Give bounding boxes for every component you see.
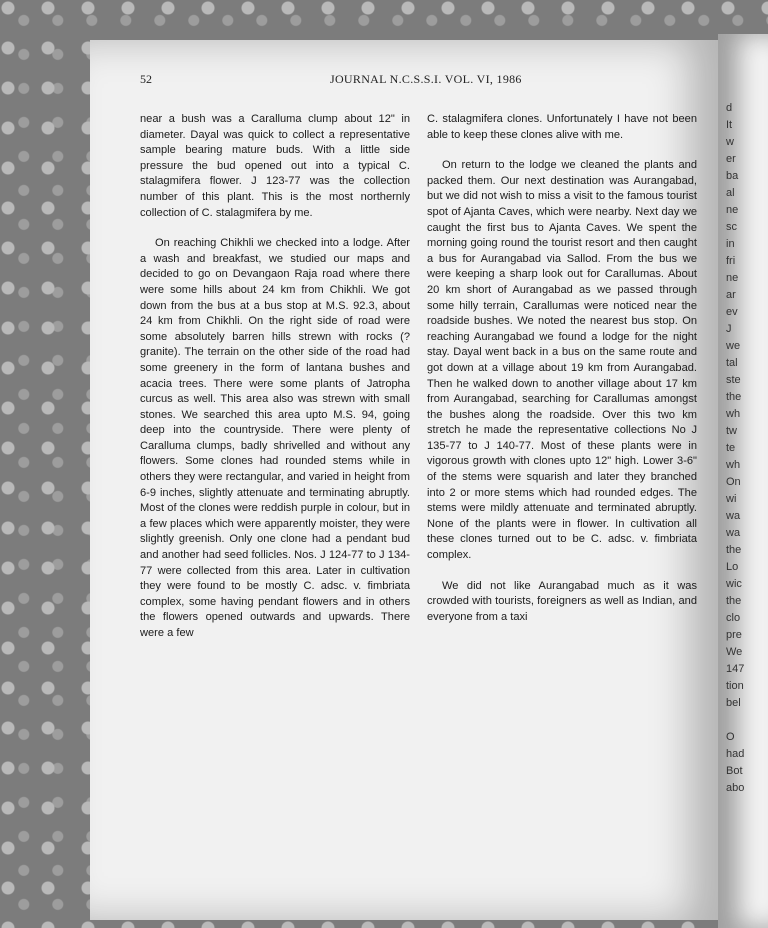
running-head: JOURNAL N.C.S.S.I. VOL. VI, 1986 <box>330 72 522 86</box>
edge-fragment: al <box>726 187 735 199</box>
edge-fragment: wh <box>726 459 741 471</box>
edge-fragment: pre <box>726 629 742 641</box>
edge-fragment: J <box>726 323 732 335</box>
edge-fragment: wic <box>726 578 742 590</box>
edge-fragment: O <box>726 731 735 743</box>
edge-fragment <box>726 712 768 729</box>
edge-fragment: er <box>726 153 736 165</box>
edge-fragment: ne <box>726 204 739 216</box>
edge-fragment: d <box>726 102 733 114</box>
edge-fragment: wh <box>726 408 741 420</box>
edge-fragment: 147 <box>726 663 745 675</box>
edge-fragment: Bot <box>726 765 743 777</box>
edge-fragment: abo <box>726 782 745 794</box>
edge-fragment: tw <box>726 425 737 437</box>
edge-fragment: we <box>726 340 741 352</box>
edge-fragment: On <box>726 476 741 488</box>
edge-fragment: the <box>726 391 742 403</box>
paragraph: near a bush was a Caralluma clump about 12" in diameter. Dayal was quick to collect a representative sample bearing mature buds. With a little side pressure the bud opened out into a typical C. stalagmifera flower. J 123-77 was the collection number of this plant. This is the most northernly collection of C. stalagmifera by me. <box>140 113 410 219</box>
edge-fragment: the <box>726 544 742 556</box>
paragraph: On reaching Chikhli we checked into a lodge. After a wash and breakfast, we studied our maps and decided to go on Devangaon Raja road where there were some hills about 24 km from Chikhli. We got down from the bus at a bus stop at M.S. 92.3, about 24 km from Chikhli. On the right side of road were some absolutely barren hills strewn with rocks (? granite). The terrain on the other side of the road had some greenery in the form of lantana bushes and acacia trees. There were some plants of Jatropha curcus as well. This area also was strewn with small stones. We searched this area upto M.S. 94, going deep into the countryside. There were plenty of Caralluma clumps, badly shrivelled and without any flowers. Some clones had rounded stems while in others they were rectangular, and varied in height from 6-9 inches, slightly attenuate and terminating abruptly. Most of the clones were reddish purple in colour, but in a few places which were apparently moister, they were slightly greenish. Only one clone had a pendant bud and another had seed follicles. Nos. J 124-77 to J 134-77 were collected from this area. Later in cultivation they were found to be mostly C. adsc. v. fimbriata complex, some having pendant flowers and in others the flowers opened outwards and upwards. There were a few <box>140 237 410 639</box>
right-column <box>427 112 697 625</box>
edge-fragment: ste <box>726 374 741 386</box>
edge-fragment: te <box>726 442 736 454</box>
edge-fragment: We <box>726 646 743 658</box>
edge-fragment: ev <box>726 306 738 318</box>
right-page-edge-text <box>726 100 768 797</box>
edge-fragment: Lo <box>726 561 739 573</box>
edge-fragment: clo <box>726 612 741 624</box>
edge-fragment: wi <box>726 493 737 505</box>
edge-fragment: tal <box>726 357 738 369</box>
page-header <box>140 72 660 92</box>
edge-fragment: wa <box>726 527 741 539</box>
edge-fragment: ne <box>726 272 739 284</box>
edge-fragment: had <box>726 748 745 760</box>
edge-fragment: the <box>726 595 742 607</box>
edge-fragment: w <box>726 136 734 148</box>
paragraph: We did not like Aurangabad much as it was crowded with tourists, foreigners as well as Indian, and everyone from a taxi <box>427 579 697 623</box>
edge-fragment: sc <box>726 221 737 233</box>
edge-fragment: fri <box>726 255 736 267</box>
edge-fragment: wa <box>726 510 741 522</box>
edge-fragment: tion <box>726 680 744 692</box>
edge-fragment: It <box>726 119 733 131</box>
edge-fragment: ba <box>726 170 739 182</box>
paragraph: C. stalagmifera clones. Unfortunately I have not been able to keep these clones alive with me. <box>427 113 697 141</box>
page-number: 52 <box>140 72 152 86</box>
edge-fragment: ar <box>726 289 736 301</box>
edge-fragment: in <box>726 238 735 250</box>
paragraph: On return to the lodge we cleaned the plants and packed them. Our next destination was Aurangabad, but we did not wish to miss a visit to the famous tourist spot of Ajanta Caves, which were nearby. Next day we caught the first bus to Ajanta Caves. We spent the morning going round the tourist resort and then caught a bus for Aurangabad via Sallod. From the bus we were keeping a sharp look out for Carallumas. About 20 km short of Aurangabad as we passed through some hilly terrain, Carallumas were noticed near the roadside bushes. We noted the nearest bus stop. On reaching Aurangabad we found a lodge for the night stay. Dayal went back in a bus on the same route and got down at a village about 19 km from Aurangabad. Then he walked down to another village about 17 km from Aurangabad, searching for Carallumas amongst the bushes along the roadside. Over this two km stretch he made the representative collections No J 135-77 to J 140-77. Most of these plants were in vigorous growth with clones upto 12" high. Lower 3-6" of the stems were squarish and later they branched into 2 or more stems which had rounded edges. The stems were mildly attenuate and terminated abruptly. None of the plants were in flower. In cultivation all these clones turned out to be C. adsc. v. fimbriata complex. <box>427 159 697 562</box>
left-column <box>140 112 410 642</box>
edge-fragment: bel <box>726 697 741 709</box>
